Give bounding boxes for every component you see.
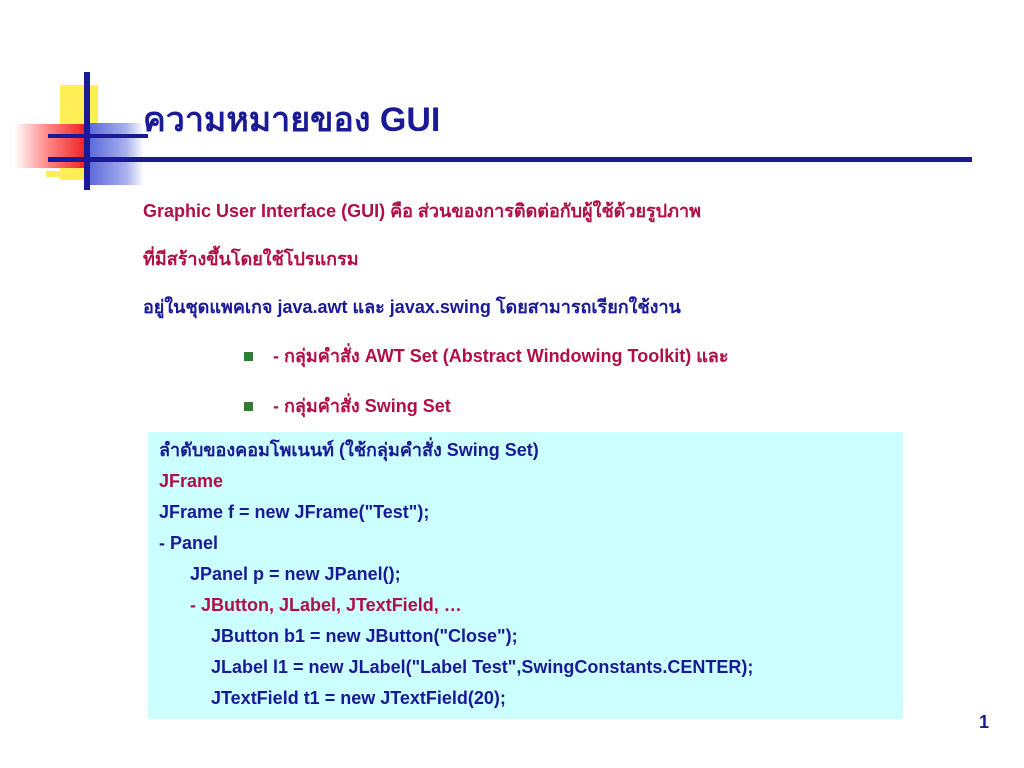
bullet-item-awt: - กลุ่มคำสั่ง AWT Set (Abstract Windowing Toolkit) และ [273,346,729,366]
bullet-item-swing: - กลุ่มคำสั่ง Swing Set [273,396,451,416]
code-line: JLabel l1 = new JLabel("Label Test",SwingConstants.CENTER); [211,657,754,677]
slide-logo-graphic [0,0,150,200]
code-line: JTextField t1 = new JTextField(20); [211,688,506,708]
intro-line-1: Graphic User Interface (GUI) คือ ส่วนของการติดต่อกับผู้ใช้ด้วยรูปภาพ [143,201,701,221]
code-line: JFrame [159,471,224,491]
bullet-marker [244,402,253,411]
slide-title: ความหมายของ GUI [143,101,441,139]
code-example-box [148,432,903,719]
code-box-heading: ลำดับของคอมโพเนนท์ (ใช้กลุ่มคำสั่ง Swing Set) [159,440,539,460]
code-line: - JButton, JLabel, JTextField, … [190,595,462,615]
code-line: JFrame f = new JFrame("Test"); [159,502,430,522]
code-line: - Panel [159,533,219,553]
bullet-marker [244,352,253,361]
intro-line-3: อยู่ในชุดแพคเกจ java.awt และ javax.swing โดยสามารถเรียกใช้งาน [143,297,681,317]
page-number: 1 [978,712,989,732]
intro-line-2: ที่มีสร้างขึ้นโดยใช้โปรแกรม [143,249,359,269]
code-line: JPanel p = new JPanel(); [190,564,401,584]
code-line: JButton b1 = new JButton("Close"); [211,626,518,646]
title-underline [48,157,972,162]
